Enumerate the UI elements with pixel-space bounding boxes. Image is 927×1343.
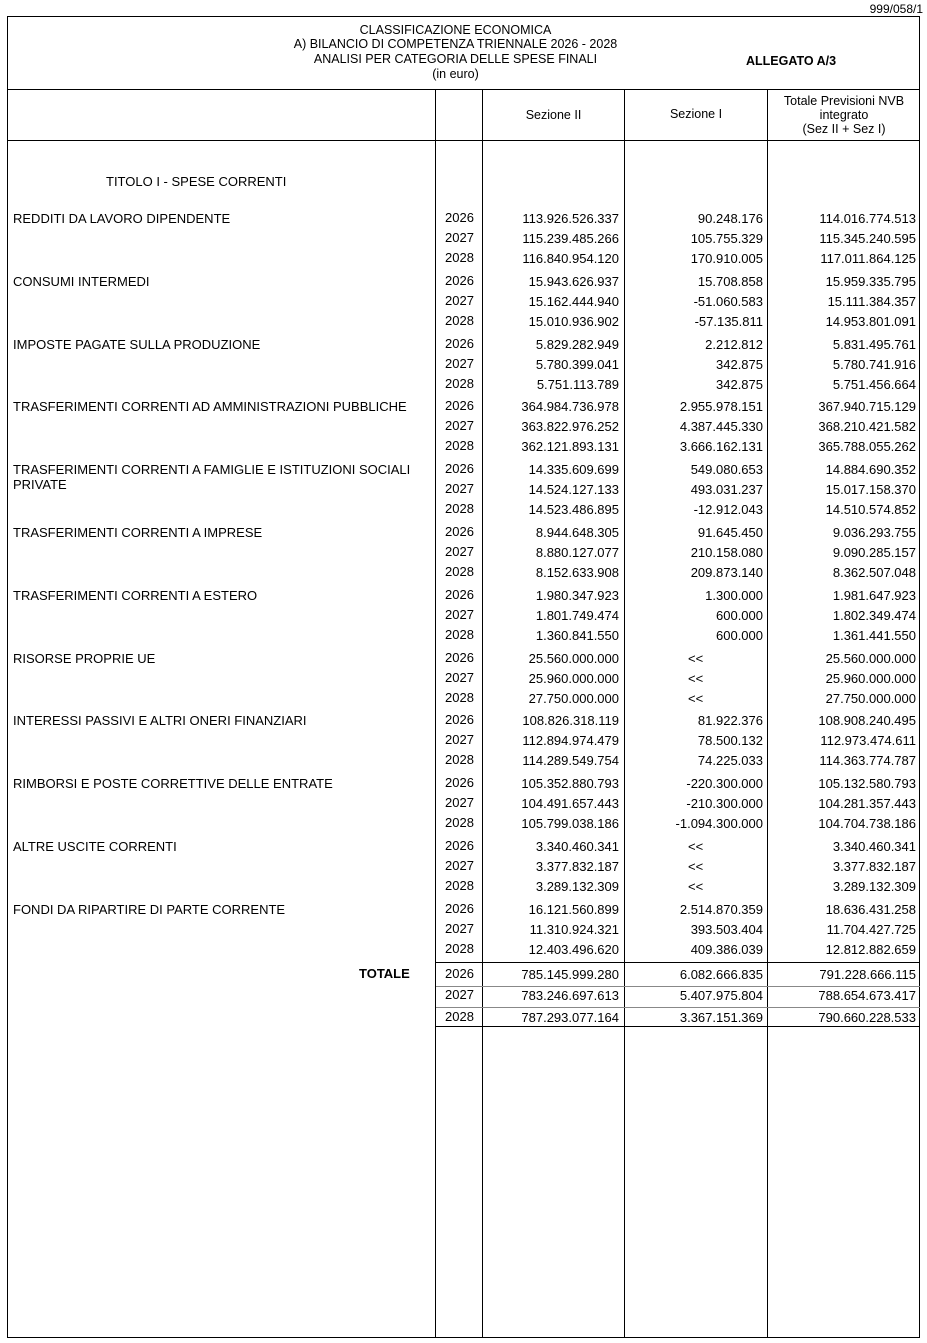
row-label: CONSUMI INTERMEDI: [13, 274, 150, 289]
column-header-totale: [768, 94, 920, 136]
allegato-label: ALLEGATO A/3: [746, 54, 837, 68]
sezione-ii-value: 1.360.841.550: [535, 628, 619, 643]
totale-value: 9.036.293.755: [832, 525, 916, 540]
sezione-ii-value: 363.822.976.252: [521, 419, 619, 434]
sezione-ii-value: 5.751.113.789: [536, 377, 619, 392]
totale-value: 14.953.801.091: [825, 314, 916, 329]
year-cell: 2027: [445, 921, 474, 936]
sezione-i-value: 4.387.445.330: [679, 419, 763, 434]
sezione-ii-value: 5.829.282.949: [535, 337, 619, 352]
row-label: REDDITI DA LAVORO DIPENDENTE: [13, 211, 231, 226]
table-end-divider: [436, 1026, 920, 1027]
sezione-i-value: 105.755.329: [690, 231, 763, 246]
sezione-i-value: 2.212.812: [705, 337, 763, 352]
sezione-i-value: 342.875: [716, 377, 763, 392]
sezione-i-value: <<: [688, 859, 704, 874]
sezione-ii-value: 11.310.924.321: [529, 922, 619, 937]
sezione-ii-value: 362.121.893.131: [521, 439, 619, 454]
totale-value: 18.636.431.258: [825, 902, 916, 917]
sezione-ii-value: 5.780.399.041: [535, 357, 619, 372]
sezione-ii-value: 108.826.318.119: [522, 713, 619, 728]
year-cell: 2028: [445, 376, 474, 391]
sezione-i-value: 1.300.000: [705, 588, 763, 603]
column-header-totale-line3: (Sez II + Sez I): [802, 122, 886, 136]
totale-label: TOTALE: [359, 966, 410, 981]
totale-totale-value: 790.660.228.533: [818, 1010, 916, 1025]
sezione-i-value: 209.873.140: [690, 565, 763, 580]
sezione-i-value: <<: [688, 671, 704, 686]
row-label: TRASFERIMENTI CORRENTI A IMPRESE: [13, 525, 263, 540]
year-cell: 2026: [445, 775, 474, 790]
year-cell: 2026: [445, 398, 474, 413]
totale-value: 8.362.507.048: [832, 565, 916, 580]
totale-value: 27.750.000.000: [825, 691, 916, 706]
totale-value: 114.363.774.787: [819, 753, 916, 768]
sezione-ii-value: 105.352.880.793: [521, 776, 619, 791]
year-cell: 2026: [445, 336, 474, 351]
year-cell: 2028: [445, 941, 474, 956]
sezione-ii-value: 3.377.832.187: [535, 859, 619, 874]
sezione-ii-value: 114.289.549.754: [522, 753, 619, 768]
totale-totale-value: 788.654.673.417: [818, 988, 916, 1003]
totale-value: 3.377.832.187: [832, 859, 916, 874]
totale-value: 112.973.474.611: [820, 733, 916, 748]
totale-sezione-ii-value: 783.246.697.613: [521, 988, 619, 1003]
totale-value: 12.812.882.659: [825, 942, 916, 957]
row-label: ALTRE USCITE CORRENTI: [13, 839, 177, 854]
year-cell: 2028: [445, 878, 474, 893]
year-cell: 2026: [445, 650, 474, 665]
sezione-ii-value: 3.289.132.309: [535, 879, 619, 894]
sezione-i-value: 78.500.132: [697, 733, 763, 748]
year-cell: 2027: [445, 732, 474, 747]
sezione-ii-value: 14.335.609.699: [528, 462, 619, 477]
sezione-i-value: 170.910.005: [690, 251, 763, 266]
totale-value: 1.981.647.923: [832, 588, 916, 603]
sezione-ii-value: 14.523.486.895: [528, 502, 619, 517]
sezione-i-value: 81.922.376: [697, 713, 763, 728]
sezione-ii-value: 105.799.038.186: [521, 816, 619, 831]
row-label: INTERESSI PASSIVI E ALTRI ONERI FINANZIARI: [13, 713, 307, 728]
year-cell: 2028: [445, 438, 474, 453]
year-cell: 2027: [445, 858, 474, 873]
sezione-ii-value: 8.152.633.908: [535, 565, 619, 580]
sezione-ii-value: 15.010.936.902: [528, 314, 619, 329]
row-label: RISORSE PROPRIE UE: [13, 651, 156, 666]
year-cell: 2028: [445, 501, 474, 516]
totale-value: 14.884.690.352: [825, 462, 916, 477]
row-label: TRASFERIMENTI CORRENTI A ESTERO: [13, 588, 258, 603]
sezione-ii-value: 27.750.000.000: [528, 691, 619, 706]
totale-value: 115.345.240.595: [819, 231, 916, 246]
year-cell: 2027: [445, 356, 474, 371]
header-title: CLASSIFICAZIONE ECONOMICA: [359, 23, 552, 37]
sezione-ii-value: 8.880.127.077: [535, 545, 619, 560]
totale-sezione-i-value: 6.082.666.835: [679, 967, 763, 982]
sezione-i-value: <<: [688, 651, 704, 666]
row-label: IMPOSTE PAGATE SULLA PRODUZIONE: [13, 337, 261, 352]
year-cell: 2026: [445, 901, 474, 916]
totale-value: 365.788.055.262: [818, 439, 916, 454]
sezione-ii-value: 104.491.657.443: [521, 796, 619, 811]
totale-value: 15.959.335.795: [825, 274, 916, 289]
sezione-ii-value: 1.801.749.474: [535, 608, 619, 623]
year-cell: 2027: [445, 230, 474, 245]
totale-sezione-i-value: 5.407.975.804: [679, 988, 763, 1003]
sezione-i-value: 210.158.080: [690, 545, 763, 560]
totale-value: 11.704.427.725: [826, 922, 916, 937]
totale-column-left-border: [767, 90, 768, 1338]
sezione-i-value: 3.666.162.131: [679, 439, 763, 454]
totale-row-separator: [436, 986, 920, 987]
sezione-ii-value: 25.960.000.000: [528, 671, 619, 686]
totale-value: 15.017.158.370: [825, 482, 916, 497]
sezione-i-value: -220.300.000: [686, 776, 763, 791]
year-cell: 2026: [445, 210, 474, 225]
totale-value: 117.011.864.125: [820, 251, 916, 266]
sez1-column-left-border: [624, 90, 625, 1338]
sezione-ii-value: 8.944.648.305: [535, 525, 619, 540]
totale-value: 108.908.240.495: [818, 713, 916, 728]
totale-value: 3.340.460.341: [832, 839, 916, 854]
sezione-i-value: <<: [688, 839, 704, 854]
sezione-ii-value: 3.340.460.341: [535, 839, 619, 854]
totale-value: 5.780.741.916: [832, 357, 916, 372]
row-label: FONDI DA RIPARTIRE DI PARTE CORRENTE: [13, 902, 286, 917]
row-label: TRASFERIMENTI CORRENTI AD AMMINISTRAZIONI PUBBLICHE: [13, 399, 407, 414]
sezione-i-value: 91.645.450: [697, 525, 763, 540]
sezione-ii-value: 113.926.526.337: [522, 211, 619, 226]
totale-row-separator: [436, 1007, 920, 1008]
totale-value: 5.831.495.761: [832, 337, 916, 352]
column-header-totale-line2: integrato: [819, 108, 869, 122]
totale-value: 25.960.000.000: [825, 671, 916, 686]
sezione-i-value: 2.955.978.151: [679, 399, 763, 414]
totale-value: 14.510.574.852: [825, 502, 916, 517]
totale-totale-value: 791.228.666.115: [819, 967, 916, 982]
totale-value: 105.132.580.793: [818, 776, 916, 791]
year-cell: 2026: [445, 461, 474, 476]
totale-value: 25.560.000.000: [825, 651, 916, 666]
year-cell: 2027: [445, 293, 474, 308]
year-cell: 2026: [445, 838, 474, 853]
sezione-i-value: 549.080.653: [690, 462, 763, 477]
column-header-totale-line1: Totale Previsioni NVB: [783, 94, 905, 108]
column-header-divider: [7, 140, 920, 141]
totale-value: 367.940.715.129: [818, 399, 916, 414]
header-subtitle: A) BILANCIO DI COMPETENZA TRIENNALE 2026 - 2028: [293, 37, 618, 51]
header-unit: (in euro): [432, 67, 479, 81]
sezione-ii-value: 25.560.000.000: [528, 651, 619, 666]
year-cell: 2027: [445, 607, 474, 622]
totale-year-cell: 2026: [445, 966, 474, 981]
year-cell: 2028: [445, 313, 474, 328]
totale-value: 3.289.132.309: [832, 879, 916, 894]
year-cell: 2028: [445, 627, 474, 642]
year-cell: 2027: [445, 481, 474, 496]
column-header-sezione-i: Sezione I: [669, 107, 723, 121]
sezione-ii-value: 115.239.485.266: [522, 231, 619, 246]
sezione-i-value: <<: [688, 691, 704, 706]
year-cell: 2026: [445, 524, 474, 539]
year-cell: 2028: [445, 690, 474, 705]
sezione-ii-value: 1.980.347.923: [535, 588, 619, 603]
sezione-i-value: <<: [688, 879, 704, 894]
sezione-i-value: 493.031.237: [690, 482, 763, 497]
year-cell: 2028: [445, 250, 474, 265]
column-header-sezione-ii: Sezione II: [525, 108, 582, 122]
sezione-i-value: -51.060.583: [693, 294, 763, 309]
sezione-i-value: 74.225.033: [697, 753, 763, 768]
totale-value: 5.751.456.664: [832, 377, 916, 392]
totale-divider: [436, 962, 920, 963]
sezione-i-value: 600.000: [716, 628, 763, 643]
sezione-i-value: 15.708.858: [697, 274, 763, 289]
sezione-i-value: 342.875: [716, 357, 763, 372]
year-cell: 2026: [445, 273, 474, 288]
totale-sezione-ii-value: 785.145.999.280: [521, 967, 619, 982]
totale-sezione-ii-value: 787.293.077.164: [521, 1010, 619, 1025]
totale-value: 1.802.349.474: [832, 608, 916, 623]
header-analysis: ANALISI PER CATEGORIA DELLE SPESE FINALI: [313, 52, 598, 66]
sezione-ii-value: 14.524.127.133: [528, 482, 619, 497]
sezione-ii-value: 116.840.954.120: [522, 251, 619, 266]
sezione-i-value: -210.300.000: [686, 796, 763, 811]
totale-year-cell: 2027: [445, 987, 474, 1002]
sezione-i-value: 600.000: [716, 608, 763, 623]
sezione-ii-value: 15.943.626.937: [528, 274, 619, 289]
year-cell: 2026: [445, 712, 474, 727]
totale-value: 114.016.774.513: [819, 211, 916, 226]
sezione-i-value: -1.094.300.000: [675, 816, 763, 831]
sezione-i-value: -12.912.043: [693, 502, 763, 517]
totale-value: 104.281.357.443: [818, 796, 916, 811]
totale-value: 9.090.285.157: [832, 545, 916, 560]
sezione-ii-value: 112.894.974.479: [522, 733, 619, 748]
page-code: 999/058/1: [869, 2, 923, 16]
totale-value: 104.704.738.186: [818, 816, 916, 831]
year-cell: 2027: [445, 670, 474, 685]
year-cell: 2027: [445, 795, 474, 810]
totale-value: 1.361.441.550: [832, 628, 916, 643]
sezione-i-value: 393.503.404: [690, 922, 763, 937]
year-cell: 2026: [445, 587, 474, 602]
totale-year-cell: 2028: [445, 1009, 474, 1024]
year-cell: 2027: [445, 418, 474, 433]
row-label: RIMBORSI E POSTE CORRETTIVE DELLE ENTRATE: [13, 776, 333, 791]
sezione-ii-value: 16.121.560.899: [528, 902, 619, 917]
sezione-ii-value: 15.162.444.940: [528, 294, 619, 309]
sezione-i-value: 2.514.870.359: [679, 902, 763, 917]
row-label: TRASFERIMENTI CORRENTI A FAMIGLIE E ISTITUZIONI SOCIALI: [13, 462, 411, 477]
sezione-ii-value: 12.403.496.620: [528, 942, 619, 957]
totale-value: 15.111.384.357: [827, 294, 916, 309]
sezione-ii-value: 364.984.736.978: [521, 399, 619, 414]
sezione-i-value: -57.135.811: [694, 314, 763, 329]
sezione-i-value: 90.248.176: [697, 211, 763, 226]
year-cell: 2028: [445, 815, 474, 830]
totale-sezione-i-value: 3.367.151.369: [679, 1010, 763, 1025]
row-label-continuation: PRIVATE: [13, 477, 67, 492]
year-cell: 2028: [445, 564, 474, 579]
year-cell: 2028: [445, 752, 474, 767]
year-cell: 2027: [445, 544, 474, 559]
titolo-heading: TITOLO I - SPESE CORRENTI: [106, 174, 287, 189]
totale-value: 368.210.421.582: [818, 419, 916, 434]
sezione-i-value: 409.386.039: [690, 942, 763, 957]
